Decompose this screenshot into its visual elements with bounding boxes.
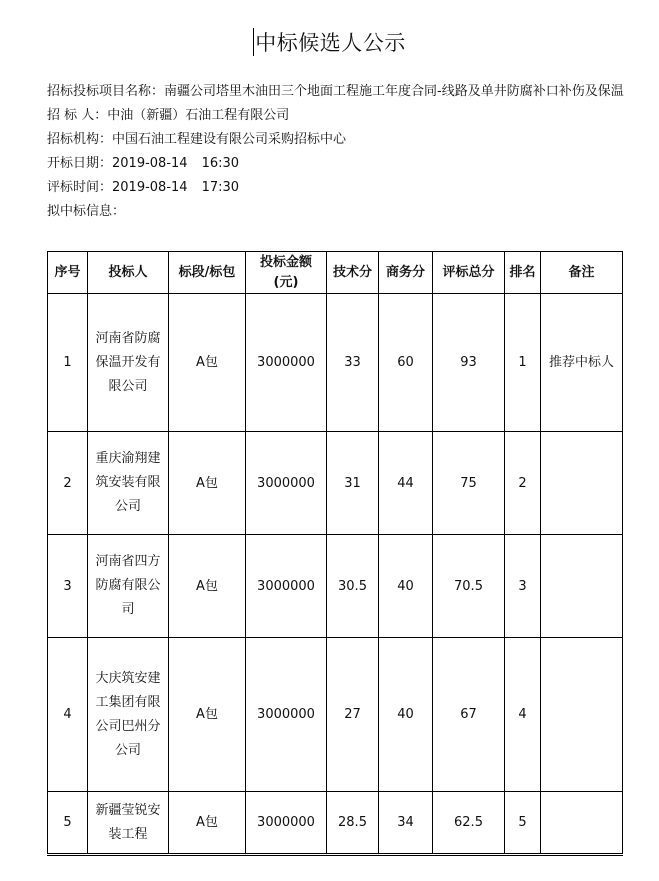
cell-total: 62.5 <box>433 792 505 854</box>
open-time-value: 16:30 <box>201 156 240 171</box>
col-header-rank: 排名 <box>505 252 541 294</box>
cell-amount: 3000000 <box>246 535 327 638</box>
cell-bidder: 河南省防腐保温开发有限公司 <box>88 294 169 432</box>
table-row <box>48 792 623 854</box>
table-row <box>48 432 623 535</box>
cell-bidder: 重庆渝翔建筑安装有限公司 <box>88 432 169 535</box>
open-date-row <box>47 152 632 176</box>
eval-time-value: 17:30 <box>201 180 240 195</box>
cell-no: 2 <box>48 432 88 535</box>
cell-no: 4 <box>48 638 88 792</box>
col-header-amount: 投标金额(元) <box>246 252 327 294</box>
cell-rank: 2 <box>505 432 541 535</box>
cell-rank: 5 <box>505 792 541 854</box>
agency-row <box>47 128 632 152</box>
cell-bidder: 新疆莹锐安装工程 <box>88 792 169 854</box>
cell-note <box>541 535 623 638</box>
cell-tech: 30.5 <box>327 535 379 638</box>
cell-bidder: 大庆筑安建工集团有限公司巴州分公司 <box>88 638 169 792</box>
col-header-package: 标段/标包 <box>169 252 246 294</box>
cell-business: 34 <box>379 792 433 854</box>
table-row <box>48 535 623 638</box>
cell-no: 3 <box>48 535 88 638</box>
cell-total: 67 <box>433 638 505 792</box>
table-bottom-border <box>47 855 623 856</box>
open-date-label: 开标日期： <box>47 156 113 171</box>
cell-package: A包 <box>169 294 246 432</box>
cell-no: 1 <box>48 294 88 432</box>
col-header-bidder: 投标人 <box>88 252 169 294</box>
col-header-note: 备注 <box>541 252 623 294</box>
eval-time-row <box>47 176 632 200</box>
cell-bidder: 河南省四方防腐有限公司 <box>88 535 169 638</box>
cell-amount: 3000000 <box>246 294 327 432</box>
tenderee-row <box>47 104 632 128</box>
table-header-row <box>48 252 623 294</box>
agency-value: 中国石油工程建设有限公司采购招标中心 <box>112 132 347 147</box>
cell-note <box>541 432 623 535</box>
page-title-text: 中标候选人公示 <box>255 31 406 55</box>
cell-note <box>541 792 623 854</box>
open-date-value: 2019-08-14 <box>112 156 188 171</box>
eval-time-label: 评标时间： <box>47 180 113 195</box>
cell-business: 60 <box>379 294 433 432</box>
cell-business: 40 <box>379 638 433 792</box>
table-row <box>48 294 623 432</box>
project-info <box>47 80 632 224</box>
agency-label: 招标机构： <box>47 132 113 147</box>
col-header-tech: 技术分 <box>327 252 379 294</box>
cell-rank: 4 <box>505 638 541 792</box>
cell-rank: 3 <box>505 535 541 638</box>
project-name: 招标投标项目名称：南疆公司塔里木油田三个地面工程施工年度合同-线路及单井防腐补口补伤及保温 <box>47 84 624 99</box>
col-header-no: 序号 <box>48 252 88 294</box>
cell-package: A包 <box>169 638 246 792</box>
page-title <box>0 28 659 58</box>
cell-total: 70.5 <box>433 535 505 638</box>
cell-no: 5 <box>48 792 88 854</box>
cell-tech: 33 <box>327 294 379 432</box>
cell-business: 44 <box>379 432 433 535</box>
cell-total: 75 <box>433 432 505 535</box>
cell-package: A包 <box>169 792 246 854</box>
cell-rank: 1 <box>505 294 541 432</box>
tenderee-value: 中油（新疆）石油工程有限公司 <box>107 108 290 123</box>
cell-tech: 27 <box>327 638 379 792</box>
cell-package: A包 <box>169 535 246 638</box>
cell-package: A包 <box>169 432 246 535</box>
cell-tech: 31 <box>327 432 379 535</box>
cell-tech: 28.5 <box>327 792 379 854</box>
cell-business: 40 <box>379 535 433 638</box>
eval-date-value: 2019-08-14 <box>112 180 188 195</box>
col-header-business: 商务分 <box>379 252 433 294</box>
table-row <box>48 638 623 792</box>
candidates-table <box>47 251 623 854</box>
page-bottom-mask <box>0 856 659 881</box>
cell-amount: 3000000 <box>246 638 327 792</box>
cell-amount: 3000000 <box>246 432 327 535</box>
candidates-label: 拟中标信息： <box>47 204 126 219</box>
col-header-total: 评标总分 <box>433 252 505 294</box>
cell-note: 推荐中标人 <box>541 294 623 432</box>
cell-note <box>541 638 623 792</box>
cell-total: 93 <box>433 294 505 432</box>
tenderee-label: 招 标 人： <box>47 108 108 123</box>
cell-amount: 3000000 <box>246 792 327 854</box>
